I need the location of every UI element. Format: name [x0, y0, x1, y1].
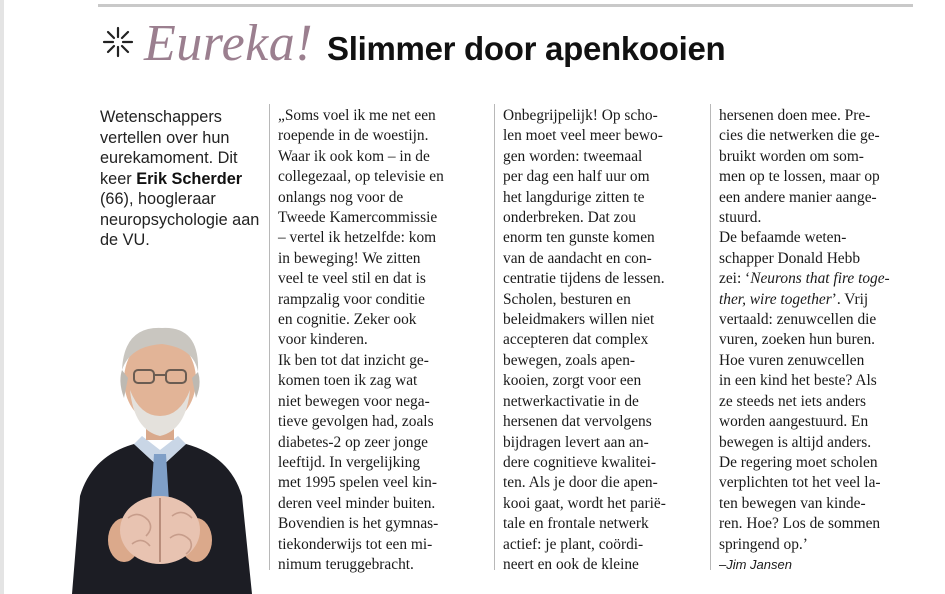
- column-separator: [710, 104, 711, 570]
- text-line: met 1995 spelen veel kin-: [278, 474, 437, 492]
- text-line: nimum teruggebracht.: [278, 555, 414, 573]
- hebb-quote-part-1: Neurons that fire toge-: [750, 270, 890, 288]
- hebb-quote-part-2: ther, wire together: [719, 290, 832, 308]
- column-separator: [269, 104, 270, 570]
- text-line: tieve gevolgen had, zoals: [278, 413, 434, 431]
- text-line: gen worden: tweemaal: [503, 147, 643, 165]
- author-byline: –Jim Jansen: [719, 556, 792, 572]
- page-edge: [0, 0, 4, 594]
- text-line: bijdragen levert aan an-: [503, 433, 649, 451]
- text-line: stuurd.: [719, 209, 762, 227]
- text-line: springend op.’: [719, 535, 808, 553]
- text-line: een andere manier aange-: [719, 188, 877, 206]
- text-line: Tweede Kamercommissie: [278, 209, 438, 227]
- text-line: Ik ben tot dat inzicht ge-: [278, 351, 429, 369]
- text-line: kooien, zorgt voor een: [503, 372, 642, 390]
- text-line: voor kinderen.: [278, 331, 368, 349]
- text-line: neert en ook de kleine: [503, 555, 639, 573]
- text-line: tale en frontale netwerk: [503, 515, 649, 533]
- text-line: vuren, zoeken hun buren.: [719, 331, 875, 349]
- text-line: hersenen doen mee. Pre-: [719, 107, 871, 124]
- text-line: tiekonderwijs tot een mi-: [278, 535, 433, 553]
- text-line: bruikt worden om som-: [719, 147, 864, 165]
- text-line: niet bewegen voor nega-: [278, 392, 430, 410]
- text-line: bewegen is altijd anders.: [719, 433, 872, 451]
- portrait-photo: [62, 318, 257, 594]
- article-column-1: [278, 106, 488, 575]
- text-line: rampzalig voor conditie: [278, 290, 426, 308]
- article-column-3: [719, 106, 915, 575]
- text-line: „Soms voel ik me net een: [278, 107, 436, 124]
- quote-line: [719, 290, 915, 310]
- article-header: [98, 14, 725, 70]
- asterisk-icon: [98, 22, 138, 62]
- quote-line: [719, 269, 915, 289]
- text-line: Scholen, besturen en: [503, 290, 631, 308]
- text-line: roepende in de woestijn.: [278, 127, 429, 145]
- text-line: in een kind het beste? Als: [719, 372, 877, 390]
- text-line: vertaald: zenuwcellen die: [719, 311, 877, 329]
- subject-name: Erik Scherder: [136, 169, 243, 188]
- text-line: per dag een half uur om: [503, 168, 650, 186]
- text-line: bewegen, zoals apen-: [503, 351, 636, 369]
- text-line: men op te lossen, maar op: [719, 168, 880, 186]
- intro-text: [100, 107, 265, 251]
- column-separator: [494, 104, 495, 570]
- text-line: schapper Donald Hebb: [719, 249, 861, 267]
- text-line: cies die netwerken die ge-: [719, 127, 880, 145]
- text-line: verplichten tot het veel la-: [719, 474, 881, 492]
- text-line: De regering moet scholen: [719, 453, 878, 471]
- top-rule: [98, 4, 913, 7]
- headline: Slimmer door apenkooien: [327, 30, 726, 67]
- text-line: onderbreken. Dat zou: [503, 209, 636, 227]
- text-line: Bovendien is het gymnas-: [278, 515, 439, 533]
- text-line: len moet veel meer bewo-: [503, 127, 663, 145]
- quote-suffix: ’. Vrij: [831, 290, 869, 308]
- text-line: ze steeds net iets anders: [719, 392, 867, 410]
- text-line: De befaamde weten-: [719, 229, 847, 247]
- text-line: dere cognitieve kwalitei-: [503, 453, 656, 471]
- text-line: in beweging! We zitten: [278, 249, 421, 267]
- text-line: leeftijd. In vergelijking: [278, 453, 421, 471]
- text-line: – vertel ik hetzelfde: kom: [278, 229, 437, 247]
- text-line: Hoe vuren zenuwcellen: [719, 351, 865, 369]
- intro-lead: Wetenschappers vertellen over hun eurekamoment. Dit keer: [100, 108, 238, 188]
- text-line: Waar ik ook kom – in de: [278, 147, 430, 165]
- article-column-2: [503, 106, 703, 575]
- text-line: en cognitie. Zeker ook: [278, 311, 417, 329]
- text-line: kooi gaat, wordt het parië-: [503, 494, 666, 512]
- text-line: ten bewegen van kinde-: [719, 494, 866, 512]
- text-line: het langdurige zitten te: [503, 188, 645, 206]
- quote-prefix: zei: ‘: [719, 270, 751, 288]
- text-line: worden aangestuurd. En: [719, 413, 869, 431]
- text-line: Onbegrijpelijk! Op scho-: [503, 107, 658, 124]
- text-line: netwerkactivatie in de: [503, 392, 639, 410]
- text-line: ren. Hoe? Los de sommen: [719, 515, 881, 533]
- text-line: hersenen dat vervolgens: [503, 413, 652, 431]
- series-title: Eureka!: [144, 15, 314, 72]
- text-line: onlangs nog voor de: [278, 188, 404, 206]
- text-line: actief: je plant, coördi-: [503, 535, 644, 553]
- intro-tail: (66), hoogleraar neuropsychologie aan de VU.: [100, 190, 260, 249]
- text-line: ten. Als je door die apen-: [503, 474, 658, 492]
- text-line: accepteren dat complex: [503, 331, 649, 349]
- text-line: komen toen ik zag wat: [278, 372, 418, 390]
- text-line: diabetes-2 op zeer jonge: [278, 433, 428, 451]
- text-line: van de aandacht en con-: [503, 249, 652, 267]
- text-line: veel te veel stil en dat is: [278, 270, 426, 288]
- text-line: beleidmakers willen niet: [503, 311, 655, 329]
- text-line: collegezaal, op televisie en: [278, 168, 444, 186]
- text-line: enorm ten gunste komen: [503, 229, 655, 247]
- text-line: centratie tijdens de lessen.: [503, 270, 665, 288]
- text-line: deren veel minder buiten.: [278, 494, 436, 512]
